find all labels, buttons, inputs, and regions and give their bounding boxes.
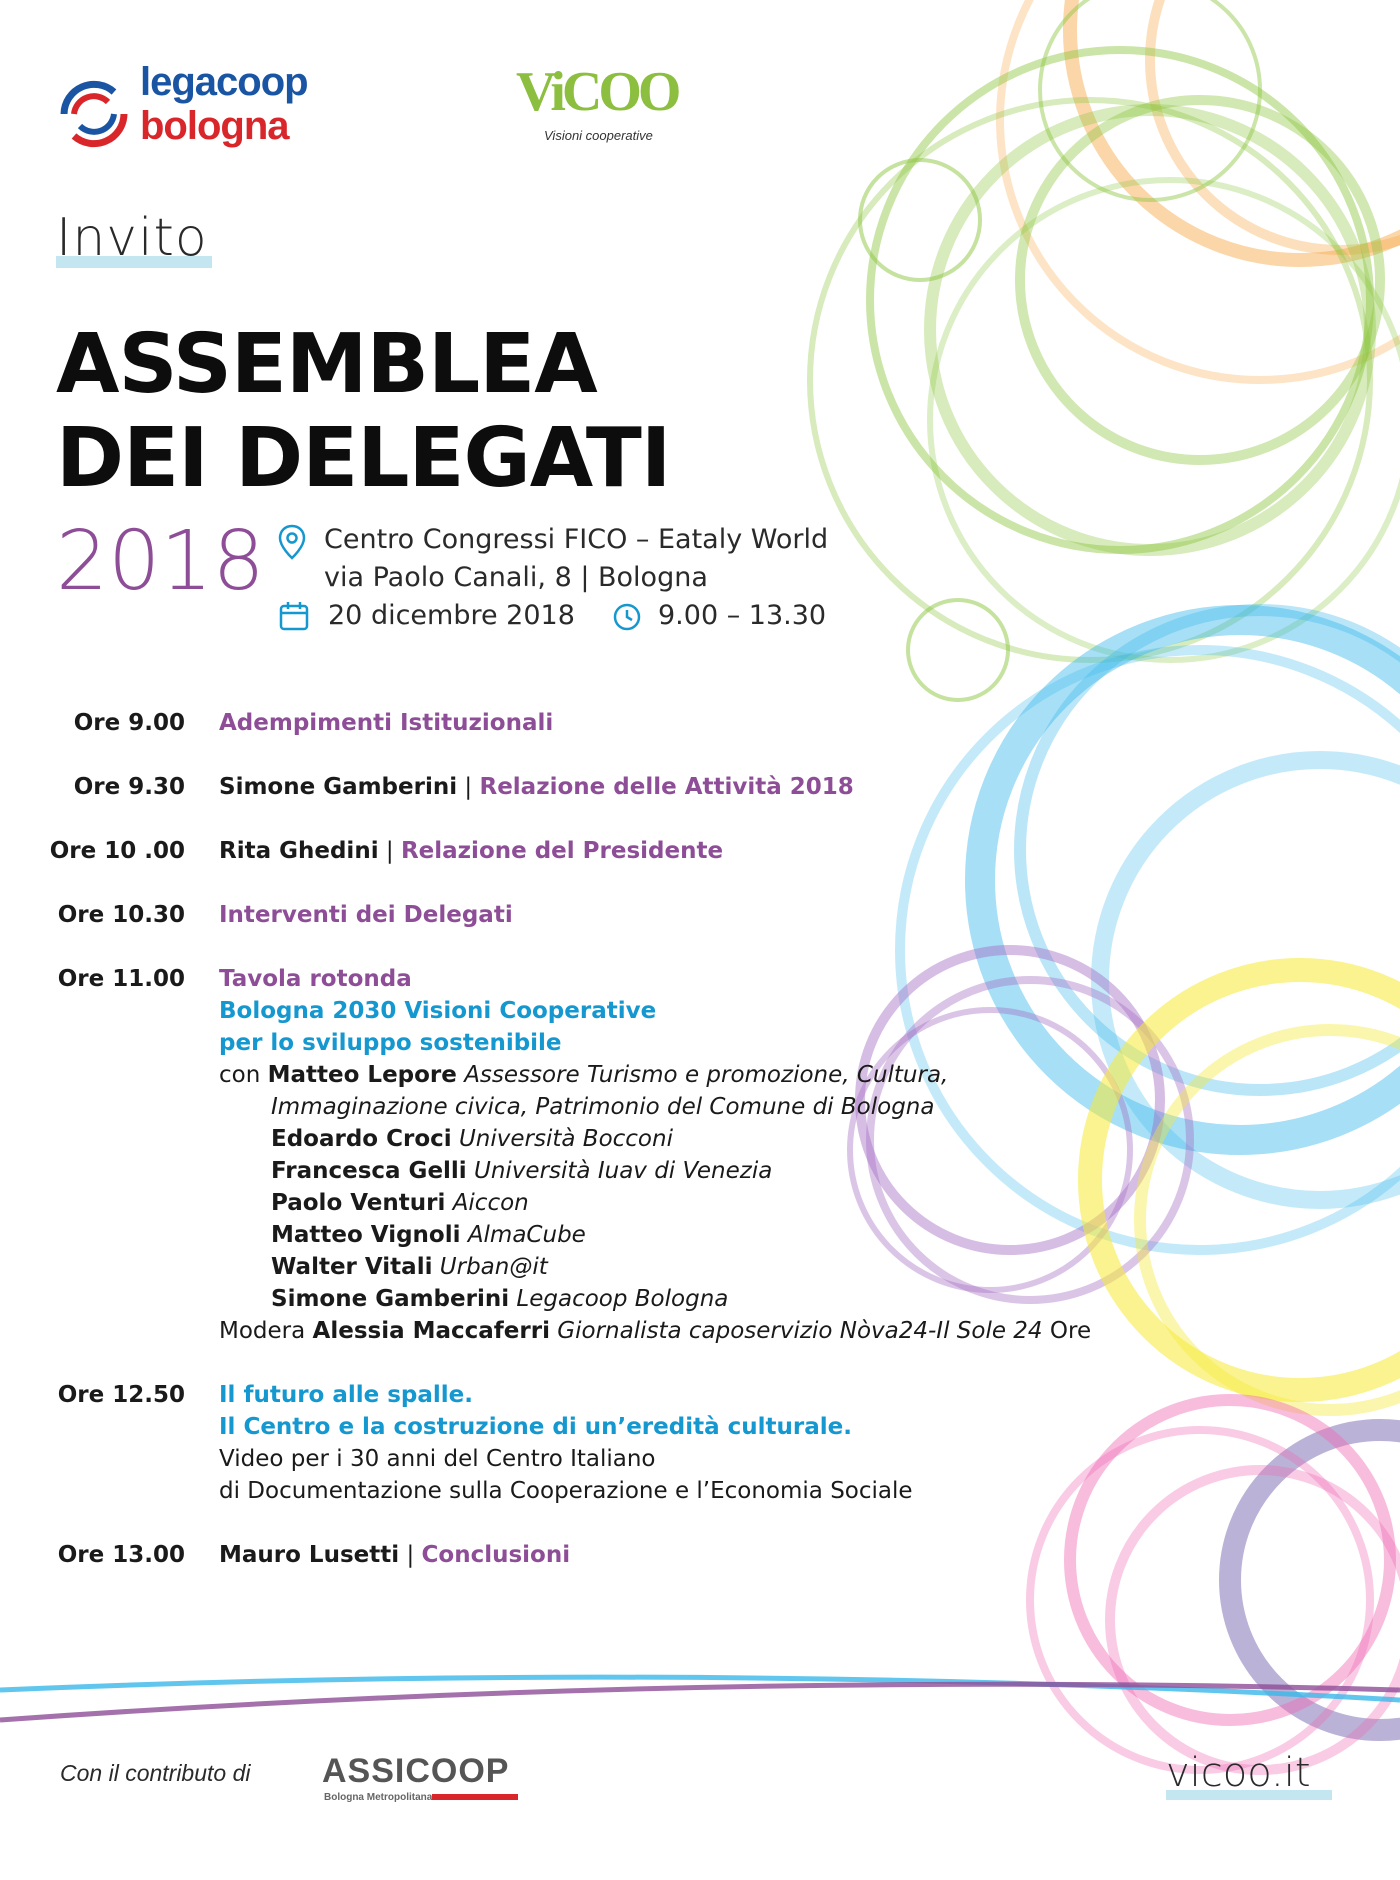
program-title: Conclusioni (421, 1542, 571, 1568)
speaker-name: Walter Vitali (271, 1254, 433, 1280)
program-title: Interventi dei Delegati (219, 902, 513, 928)
separator: | (406, 1542, 415, 1568)
speaker-role: AlmaCube (467, 1222, 586, 1248)
event-address: via Paolo Canali, 8 | Bologna (324, 562, 708, 593)
program-time: Ore 12.50 (57, 1382, 185, 1408)
assicoop-wordmark: ASSICOOP (322, 1752, 510, 1790)
program-time: Ore 10 .00 (49, 838, 185, 864)
clock-icon (612, 602, 642, 632)
invito-label: Invito (56, 208, 208, 268)
speaker-name: Simone Gamberini (219, 774, 458, 800)
round-table-label: Tavola rotonda (219, 966, 412, 992)
speaker-line (219, 1062, 948, 1088)
program-time: Ore 10.30 (57, 902, 185, 928)
speaker-line (271, 1126, 673, 1152)
event-date: 20 dicembre 2018 (328, 600, 575, 631)
moderator-role-suffix: Ore (1049, 1318, 1092, 1344)
assicoop-logo (320, 1752, 520, 1822)
moderator-name: Alessia Maccaferri (312, 1318, 550, 1344)
legacoop-emblem-icon (56, 76, 132, 152)
speaker-role: Aiccon (452, 1190, 529, 1216)
speaker-name: Francesca Gelli (271, 1158, 467, 1184)
speaker-line (271, 1254, 548, 1280)
sponsor-label: Con il contributo di (60, 1760, 251, 1786)
program-line (219, 1542, 570, 1568)
program-line (219, 710, 553, 736)
title-line-1: ASSEMBLEA (56, 317, 597, 412)
speaker-role-continued: Immaginazione civica, Patrimonio del Comune di Bologna (271, 1094, 935, 1120)
video-description-2: di Documentazione sulla Cooperazione e l’Economia Sociale (219, 1478, 913, 1504)
speaker-role: Assessore Turismo e promozione, Cultura, (464, 1062, 949, 1088)
speaker-role: Urban@it (439, 1254, 548, 1280)
speaker-line (271, 1222, 586, 1248)
speaker-line (271, 1286, 728, 1312)
speaker-name: Matteo Vignoli (271, 1222, 461, 1248)
program-title: Adempimenti Istituzionali (219, 710, 554, 736)
video-title-2: Il Centro e la costruzione di un’eredità culturale. (219, 1414, 852, 1440)
round-table-title-1: Bologna 2030 Visioni Cooperative (219, 998, 657, 1024)
speaker-role: Università Bocconi (458, 1126, 673, 1152)
website-link[interactable]: vicoo.it (1166, 1750, 1311, 1796)
event-year: 2018 (56, 514, 265, 609)
program-time: Ore 9.30 (73, 774, 185, 800)
vicoo-tagline: Visioni cooperative (544, 128, 653, 143)
speaker-name: Rita Ghedini (219, 838, 379, 864)
moderator-label: Modera (219, 1318, 306, 1344)
vicoo-logo (512, 48, 678, 148)
program-line (219, 838, 723, 864)
separator: | (464, 774, 473, 800)
program-time: Ore 13.00 (57, 1542, 185, 1568)
moderator-role: Giornalista caposervizio Nòva24-Il Sole 24 (557, 1318, 1043, 1344)
video-title-1: Il futuro alle spalle. (219, 1382, 474, 1408)
program-title: Relazione delle Attività 2018 (479, 774, 854, 800)
program-title: Relazione del Presidente (400, 838, 724, 864)
speaker-name: Edoardo Croci (271, 1126, 452, 1152)
location-pin-icon (278, 524, 306, 560)
speaker-name: Simone Gamberini (271, 1286, 510, 1312)
moderator-line (219, 1318, 1091, 1344)
program-time: Ore 9.00 (73, 710, 185, 736)
legacoop-bologna-logo (56, 58, 326, 158)
round-table-title-2: per lo sviluppo sostenibile (219, 1030, 562, 1056)
assicoop-subtitle: Bologna Metropolitana (324, 1792, 433, 1803)
legacoop-word: legacoop (140, 60, 308, 104)
speaker-line (271, 1190, 529, 1216)
program-time: Ore 11.00 (57, 966, 185, 992)
page-title (56, 318, 670, 506)
speaker-role: Università Iuav di Venezia (474, 1158, 773, 1184)
calendar-icon (278, 600, 310, 632)
video-description-1: Video per i 30 anni del Centro Italiano (219, 1446, 656, 1472)
speaker-role: Legacoop Bologna (516, 1286, 729, 1312)
bologna-word: bologna (140, 104, 289, 148)
vicoo-wordmark: ViCOO (516, 61, 678, 123)
con-label: con (219, 1062, 261, 1088)
event-time: 9.00 – 13.30 (658, 600, 827, 631)
program-line (219, 902, 513, 928)
speaker-name: Mauro Lusetti (219, 1542, 400, 1568)
assicoop-red-bar (432, 1794, 518, 1800)
speaker-line (271, 1158, 772, 1184)
speaker-name: Paolo Venturi (271, 1190, 446, 1216)
title-line-2: DEI DELEGATI (56, 411, 671, 506)
separator: | (385, 838, 394, 864)
program-line (219, 774, 854, 800)
event-venue: Centro Congressi FICO – Eataly World (324, 524, 829, 555)
speaker-name: Matteo Lepore (267, 1062, 457, 1088)
